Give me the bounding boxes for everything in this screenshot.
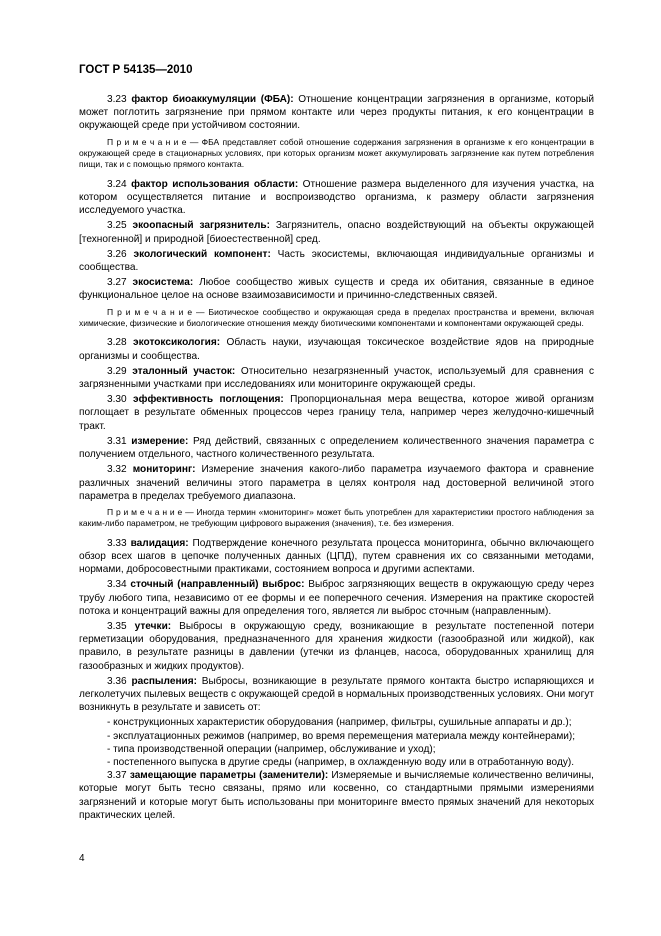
term: экоопасный загрязнитель: bbox=[132, 220, 270, 232]
term: валидация: bbox=[130, 537, 189, 549]
definition-3-32: 3.32 мониторинг: Измерение значения какого-либо параметра изучаемого фактора и сравнение различных значений величины этого параметра в целях контроля над достоверной величиной этого параметра в пределах требуемого диапазона. bbox=[79, 464, 594, 502]
definition-3-37: 3.37 замещающие параметры (заменители): Измеряемые и вычисляемые количественно величины, которые могут быть тесно связаны, прямо или косвенно, со стандартными прямыми измерениями загрязнений и которые могут быть использованы при мониторинге вместо прямых значений для некоторых практических целей. bbox=[79, 770, 594, 821]
document-header: ГОСТ Р 54135—2010 bbox=[79, 64, 193, 76]
term: утечки: bbox=[134, 620, 172, 632]
term: экотоксикология: bbox=[133, 337, 221, 349]
term: эталонный участок: bbox=[132, 365, 236, 377]
definition-3-25: 3.25 экоопасный загрязнитель: Загрязнитель, опасно воздействующий на объекты окружающей [техногенной] и природной [биоестественной] сред. bbox=[79, 220, 594, 245]
term: распыления: bbox=[131, 675, 197, 687]
term: мониторинг: bbox=[132, 464, 196, 476]
term: экологический компонент: bbox=[133, 248, 271, 260]
list-item: - постепенного выпуска в другие среды (например, в охлажденную воду или в отработанную воду). bbox=[107, 756, 575, 768]
term: фактор биоаккумуляции (ФБА): bbox=[131, 94, 294, 105]
definition-3-36: 3.36 распыления: Выбросы, возникающие в результате прямого контакта быстро испаряющихся и легколетучих пылевых веществ с окружающей средой в нормальных производственных условиях. Они могут возникнуть в результате и зависеть от: bbox=[79, 675, 594, 714]
list-item: - типа производственной операции (например, обслуживание и уход); bbox=[107, 743, 436, 755]
note-ecosystem: П р и м е ч а н и е — Биотическое сообщество и окружающая среда в пределах пространства и времени, включая химические, физические и биологические отношения между биотическими компонентами и компонентами окружающей среды. bbox=[79, 306, 594, 329]
definition-3-35: 3.35 утечки: Выбросы в окружающую среду, возникающие в результате постепенной потери герметизации оборудования, предназначенного для хранения жидкости (газообразной или жидкой), как правило, в результате разницы в давлении (утечки из фланцев, насоса, оборудованных хранилищ для газообразных и жидких продуктов). bbox=[79, 620, 594, 672]
document-body bbox=[79, 93, 594, 824]
definition-3-34: 3.34 сточный (направленный) выброс: Выброс загрязняющих веществ в окружающую среду через трубу любого типа, независимо от ее формы и ее поперечного сечения. Измерения на практике скоростей потока и концентраций важны для определения того, является ли выброс сточным (направленным). bbox=[79, 579, 594, 617]
note-label: П р и м е ч а н и е bbox=[107, 506, 183, 517]
page-number: 4 bbox=[79, 853, 85, 864]
definition-3-24: 3.24 фактор использования области: Отношение размера выделенного для изучения участка, на котором осуществляется питание и воспроизводство организма, к размеру области загрязнения исследуемого участка. bbox=[79, 178, 594, 217]
note-label: П р и м е ч а н и е bbox=[107, 306, 193, 317]
definition-3-29: 3.29 эталонный участок: Относительно незагрязненный участок, используемый для сравнения с загрязненными участками при исследованиях или мониторинге окружающей среды. bbox=[79, 365, 594, 391]
definition-3-30: 3.30 эффективность поглощения: Пропорциональная мера вещества, которое живой организм поглощает в результате обменных процессов через границу тела, например через желудочно-кишечный тракт. bbox=[79, 394, 594, 432]
note-monitoring: П р и м е ч а н и е — Иногда термин «мониторинг» может быть употреблен для характеристики простого наблюдения за каким-либо параметром, не требующим цифрового выражения (значения), т.е. без измерения. bbox=[79, 506, 594, 529]
term: экосистема: bbox=[132, 277, 194, 289]
note-fba: П р и м е ч а н и е — ФБА представляет собой отношение содержания загрязнения в организме к его концентрации в окружающей среде в стационарных условиях, при которых организм может аккумулировать загрязнение как путем потребления пищи, так и с помощью прямого контакта. bbox=[79, 136, 594, 170]
definition-3-23: 3.23 фактор биоаккумуляции (ФБА): Отношение концентрации загрязнения в организме, который может поглотить загрязнение при прямом контакте или через продукты питания, к его концентрации в окружающей среде при устойчивом состоянии. bbox=[79, 94, 594, 132]
list-item: - эксплуатационных режимов (например, во время перемещения материала между контейнерами); bbox=[107, 730, 576, 742]
definition-3-26: 3.26 экологический компонент: Часть экосистемы, включающая индивидуальные организмы и сообщества. bbox=[79, 248, 594, 274]
definition-3-28: 3.28 экотоксикология: Область науки, изучающая токсическое воздействие ядов на природные организмы и сообщества. bbox=[79, 337, 594, 362]
term: эффективность поглощения: bbox=[133, 394, 284, 406]
definition-3-33: 3.33 валидация: Подтверждение конечного результата процесса мониторинга, обычно включающего обзор всех шагов в цепочке полученных данных (ЦПД), путем сравнения их со связанными методами, нормами, добросовестными практиками, состоянием вопроса и другими аспектами. bbox=[79, 537, 594, 576]
term: измерение: bbox=[131, 435, 189, 447]
definition-3-27: 3.27 экосистема: Любое сообщество живых существ и среда их обитания, связанные в единое функциональное целое на основе взаимозависимости и причинно-следственных связей. bbox=[79, 277, 594, 302]
term: замещающие параметры (заменители): bbox=[129, 770, 329, 782]
note-label: П р и м е ч а н и е bbox=[107, 136, 187, 147]
term: сточный (направленный) выброс: bbox=[130, 579, 305, 591]
list-item: - конструкционных характеристик оборудования (например, фильтры, сушильные аппараты и др.); bbox=[107, 717, 572, 729]
definition-3-31: 3.31 измерение: Ряд действий, связанных с определением количественного значения параметра с получением отдельного, частного количественного результата. bbox=[79, 435, 594, 461]
term: фактор использования области: bbox=[131, 178, 299, 190]
